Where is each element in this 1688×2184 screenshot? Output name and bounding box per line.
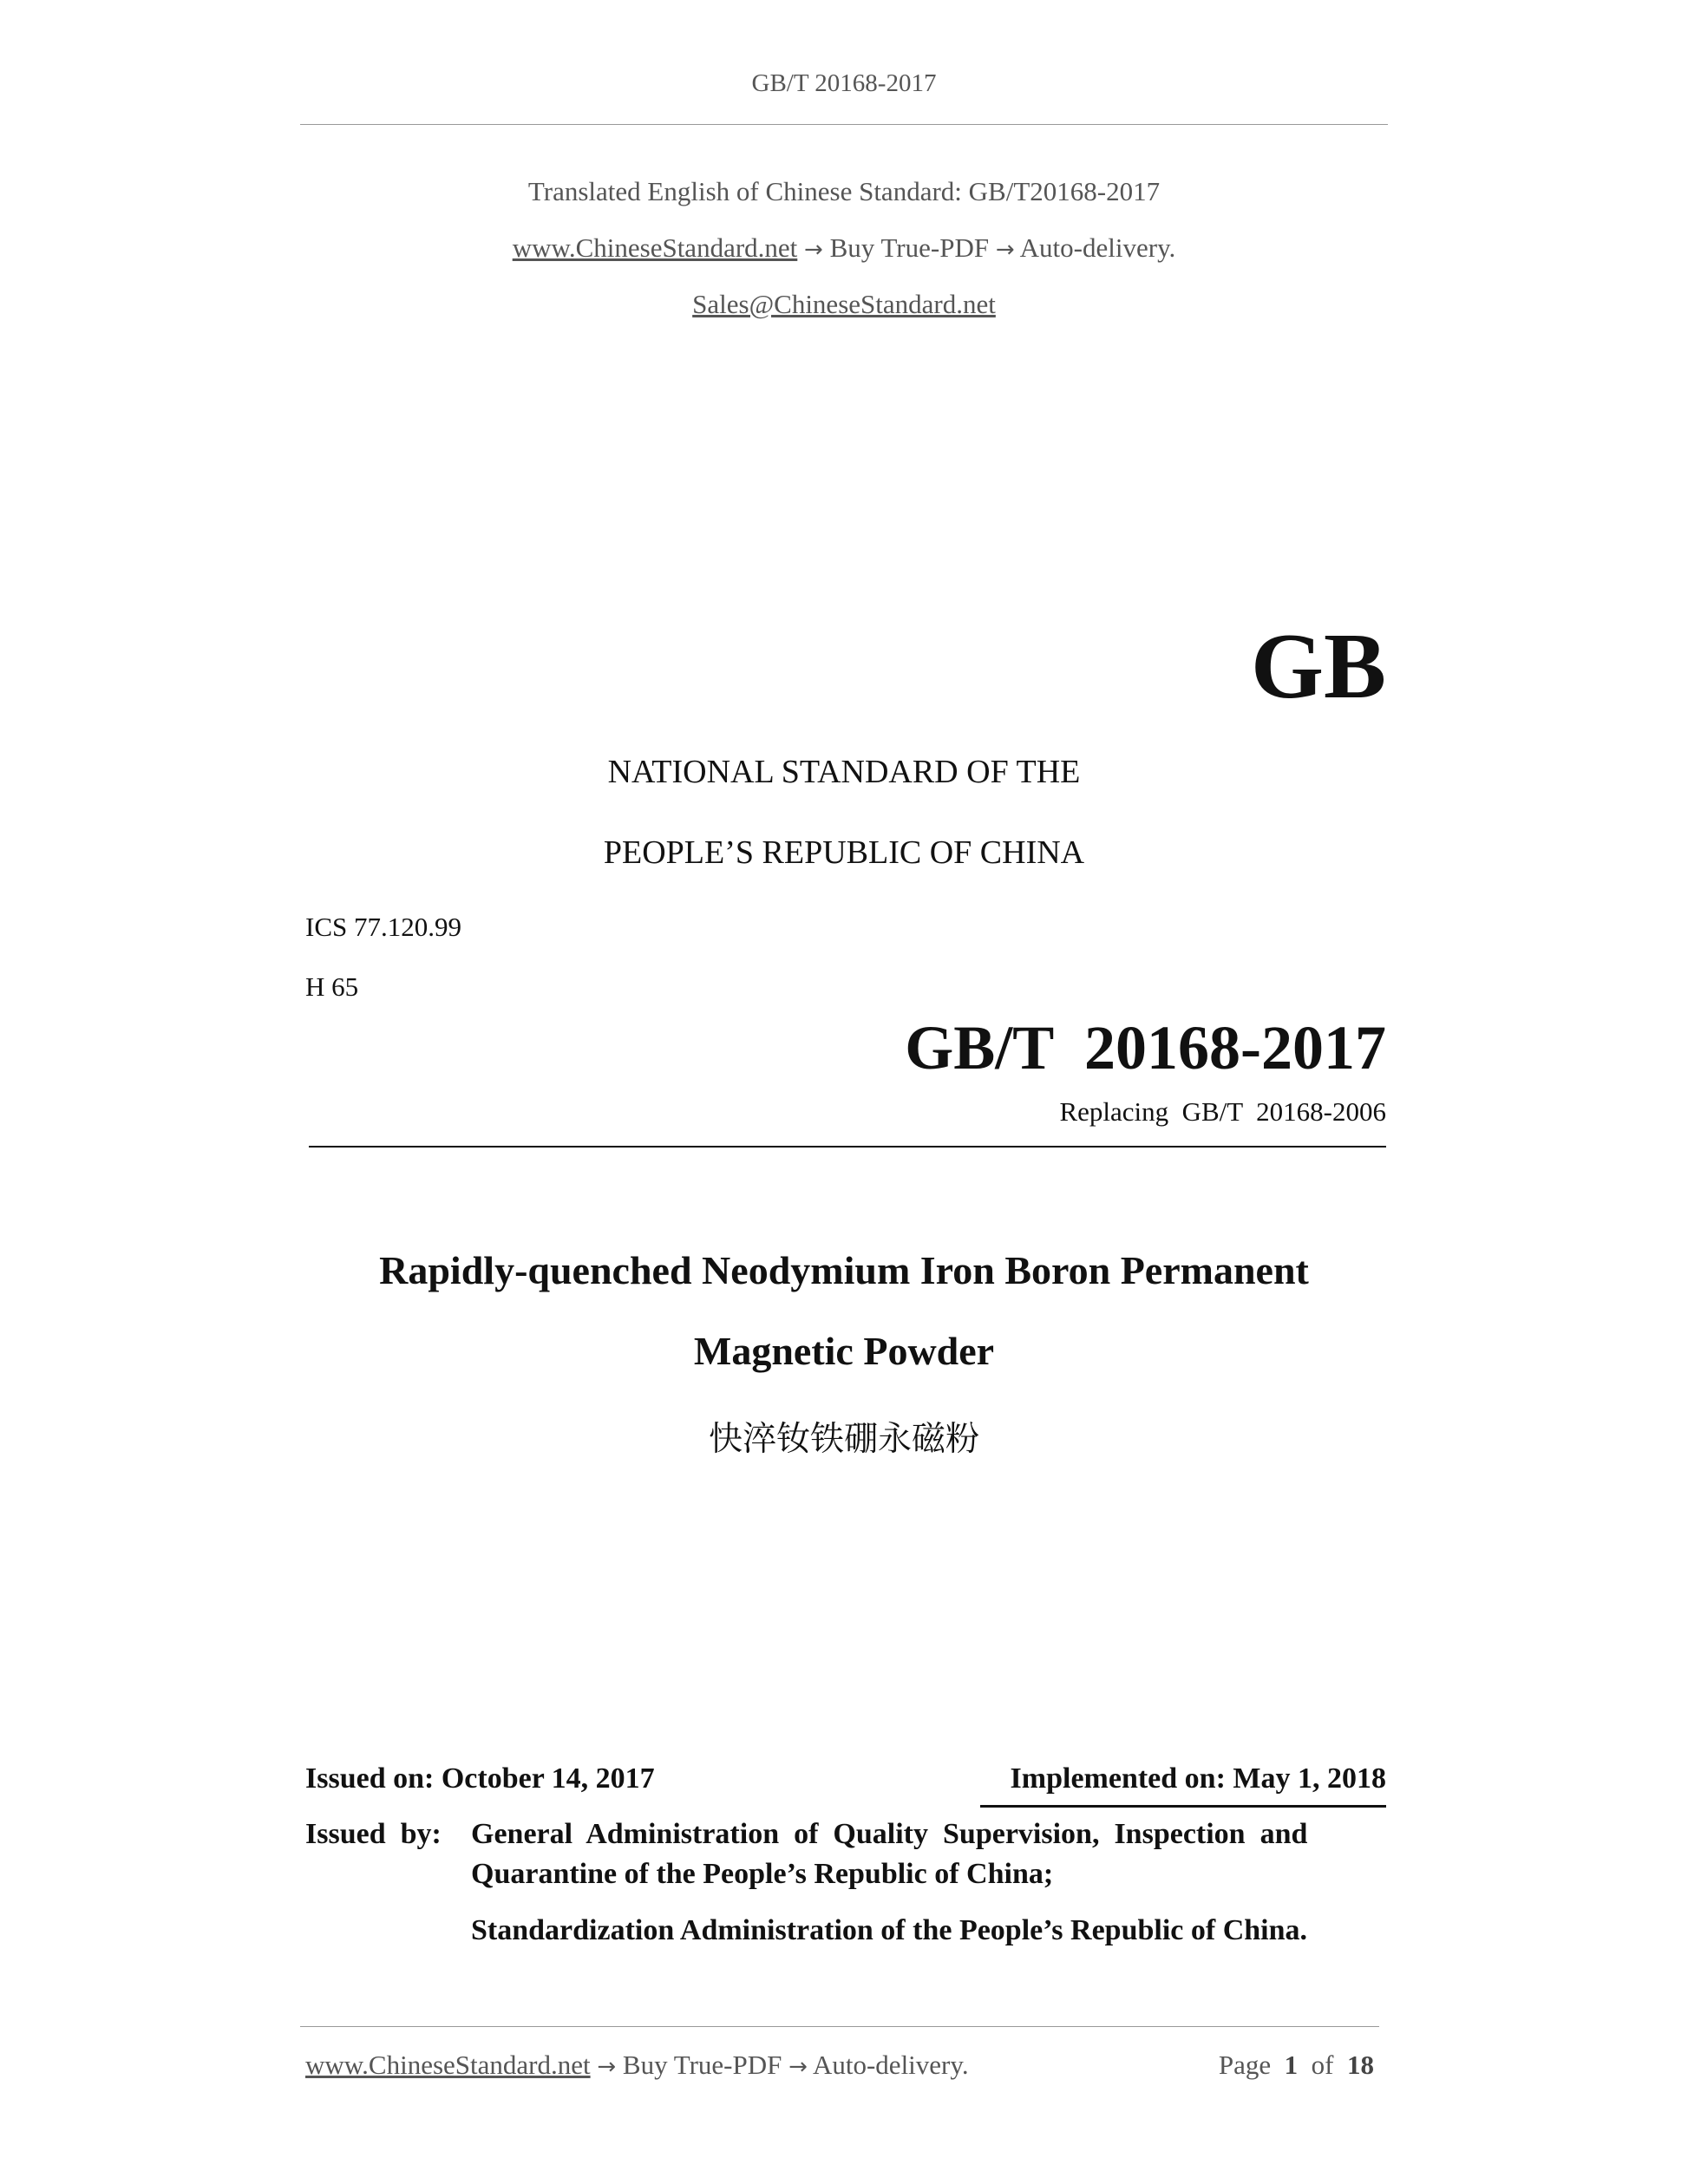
of-label: of (1311, 2050, 1334, 2080)
implemented-on: Implemented on: May 1, 2018 (1010, 1762, 1386, 1795)
footer-buy-text: Buy True-PDF (622, 2050, 782, 2080)
dates-rule (980, 1805, 1386, 1808)
national-standard-line2: PEOPLE’S REPUBLIC OF CHINA (603, 834, 1085, 871)
replacing-note: Replacing GB/T 20168-2006 (1059, 1096, 1386, 1127)
ccs-code: H 65 (305, 971, 359, 1002)
footer-links (305, 2050, 969, 2081)
email-link[interactable]: Sales@ChineseStandard.net (692, 289, 996, 319)
title-line2: Magnetic Powder (693, 1329, 995, 1373)
arrow-right-icon: → (995, 237, 1015, 263)
issued-by-label: Issued by: (305, 1818, 442, 1850)
promo-email-row (0, 289, 1688, 320)
ics-code: ICS 77.120.99 (305, 912, 461, 942)
delivery-text: Auto-delivery. (1019, 232, 1176, 263)
footer-delivery-text: Auto-delivery. (812, 2050, 969, 2080)
title-line1: Rapidly-quenched Neodymium Iron Boron Permanent (379, 1248, 1309, 1292)
issued-on: Issued on: October 14, 2017 (305, 1762, 655, 1795)
issuer2: Standardization Administration of the People’s Republic of China. (471, 1914, 1308, 1946)
page-number: 1 (1284, 2050, 1299, 2080)
site-link[interactable]: www.ChineseStandard.net (512, 232, 798, 263)
buy-text: Buy True-PDF (829, 232, 990, 263)
arrow-right-icon: → (597, 2054, 617, 2080)
gb-mark: GB (1250, 615, 1386, 718)
footer-site-link[interactable]: www.ChineseStandard.net (305, 2050, 591, 2080)
arrow-right-icon: → (788, 2054, 808, 2080)
standard-number: GB/T 20168-2017 (905, 1013, 1386, 1082)
issuer1-line1: General Administration of Quality Supervision, Inspection and (471, 1818, 1308, 1850)
national-standard-line1: NATIONAL STANDARD OF THE (607, 754, 1081, 790)
footer-rule (300, 2026, 1379, 2027)
page-indicator (1219, 2050, 1374, 2081)
promo-line: Translated English of Chinese Standard: GB/T20168-2017 (527, 176, 1161, 206)
page-label: Page (1218, 2050, 1272, 2080)
arrow-right-icon: → (804, 237, 823, 263)
title-chinese: 快淬钕铁硼永磁粉 (708, 1420, 979, 1459)
header-rule (300, 124, 1388, 125)
running-header: GB/T 20168-2017 (751, 69, 937, 97)
issuer1-line2: Quarantine of the People’s Republic of China; (471, 1858, 1054, 1890)
page-total: 18 (1347, 2050, 1374, 2080)
promo-links (0, 232, 1688, 264)
number-rule (309, 1146, 1386, 1148)
